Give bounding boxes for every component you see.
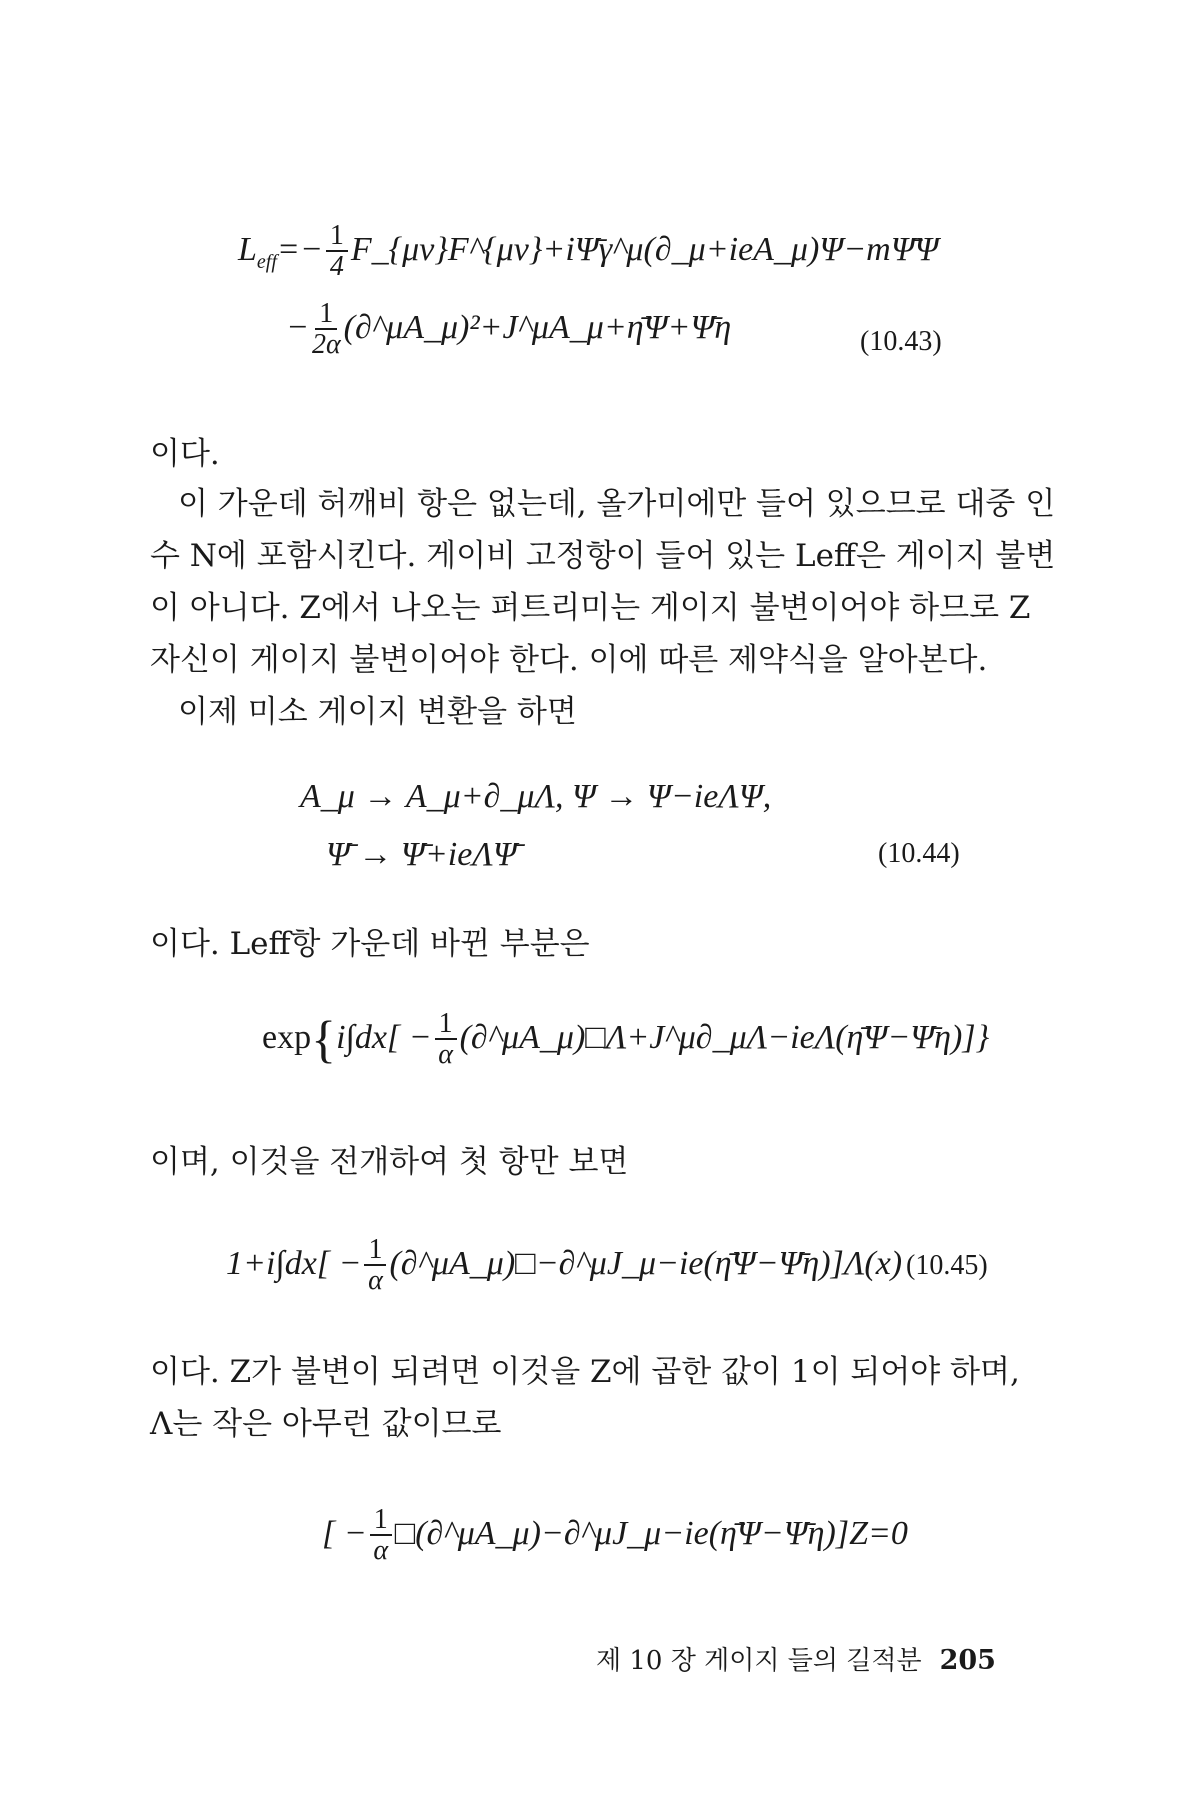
chapter-title: 제 10 장 게이지 들의 길적분	[596, 1646, 922, 1676]
exp-function: exp	[262, 1019, 312, 1057]
equation-terms: □(∂^μA_μ)−∂^μJ_μ−ie(η̄Ψ−Ψ̄η)]Z=0	[394, 1515, 908, 1553]
fraction-one-over-alpha	[364, 1236, 386, 1297]
fraction-numerator: 1	[326, 222, 348, 252]
equation-constraint	[322, 1506, 908, 1567]
equation-number-10-44: (10.44)	[878, 838, 960, 869]
equation-number-10-45: (10.45)	[906, 1250, 988, 1281]
fraction-numerator: 1	[435, 1010, 457, 1040]
lagrangian-symbol: L	[238, 231, 257, 269]
paragraph-invariance	[150, 1346, 1020, 1450]
leading-minus: −	[286, 309, 309, 347]
text-line: 수 N에 포함시킨다. 게이비 고정항이 들어 있는 Leff은 게이지 불변	[150, 538, 1056, 574]
equation-number-10-43: (10.43)	[860, 326, 942, 357]
equation-10-45	[226, 1236, 902, 1297]
fraction-one-over-two-alpha	[312, 300, 341, 361]
text-line: 이다. Z가 불변이 되려면 이것을 Z에 곱한 값이 1이 되어야 하며,	[150, 1354, 1020, 1390]
equals-minus: =−	[276, 231, 323, 269]
equation-lead: [ −	[322, 1515, 367, 1553]
equation-terms: (∂^μA_μ)□Λ+J^μ∂_μΛ−ieΛ(η̄Ψ−Ψ̄η)]}	[459, 1019, 990, 1057]
fraction-denominator: 2α	[311, 329, 341, 360]
equation-terms: (∂^μA_μ)□−∂^μJ_μ−ie(η̄Ψ−Ψ̄η)]Λ(x)	[389, 1245, 903, 1283]
fraction-numerator: 1	[370, 1506, 392, 1536]
equation-10-43-line-2	[286, 300, 731, 361]
text-line: 자신이 게이지 불변이어야 한다. 이에 따른 제약식을 알아본다.	[150, 642, 988, 678]
fraction-one-over-alpha	[435, 1010, 457, 1071]
fraction-denominator: α	[438, 1039, 453, 1070]
text-line: 이 가운데 허깨비 항은 없는데, 올가미에만 들어 있으므로 대중 인	[178, 486, 1056, 522]
equation-10-44-line-1: A_μ → A_μ+∂_μΛ, Ψ → Ψ−ieΛΨ,	[300, 778, 772, 815]
fraction-one-quarter	[326, 222, 348, 283]
paragraph-transform-intro: 이제 미소 게이지 변환을 하면	[178, 694, 577, 730]
lagrangian-subscript: eff	[256, 250, 277, 273]
paragraph-ida-1: 이다.	[150, 436, 220, 472]
integral-prefix: i∫dx[ −	[336, 1019, 432, 1057]
equation-terms: F_{μν}F^{μν}+iΨ̄γ^μ(∂_μ+ieA_μ)Ψ−mΨ̄Ψ	[350, 231, 939, 269]
equation-terms: (∂^μA_μ)²+J^μA_μ+η̄Ψ+Ψ̄η	[343, 309, 732, 347]
equation-10-43-line-1	[238, 222, 939, 283]
fraction-denominator: 4	[329, 251, 344, 282]
equation-exponential	[262, 1010, 989, 1071]
fraction-denominator: α	[368, 1265, 383, 1296]
page-footer	[596, 1640, 996, 1677]
page-number: 205	[939, 1645, 996, 1676]
fraction-one-over-alpha	[370, 1506, 392, 1567]
fraction-numerator: 1	[364, 1236, 386, 1266]
left-brace-icon: {	[311, 1011, 337, 1069]
paragraph-body-1	[150, 478, 1055, 686]
text-line: Λ는 작은 아무런 값이므로	[150, 1406, 502, 1442]
fraction-numerator: 1	[315, 300, 337, 330]
fraction-denominator: α	[373, 1535, 389, 1566]
paragraph-expand: 이며, 이것을 전개하여 첫 항만 보면	[150, 1144, 629, 1180]
equation-10-44-line-2: Ψ̄ → Ψ̄+ieΛΨ̄	[326, 836, 517, 873]
text-line: 이 아니다. Z에서 나오는 퍼트리미는 게이지 불변이어야 하므로 Z	[150, 590, 1031, 626]
paragraph-changed-part: 이다. Leff항 가운데 바뀐 부분은	[150, 926, 590, 962]
equation-lead: 1+i∫dx[ −	[226, 1245, 362, 1283]
